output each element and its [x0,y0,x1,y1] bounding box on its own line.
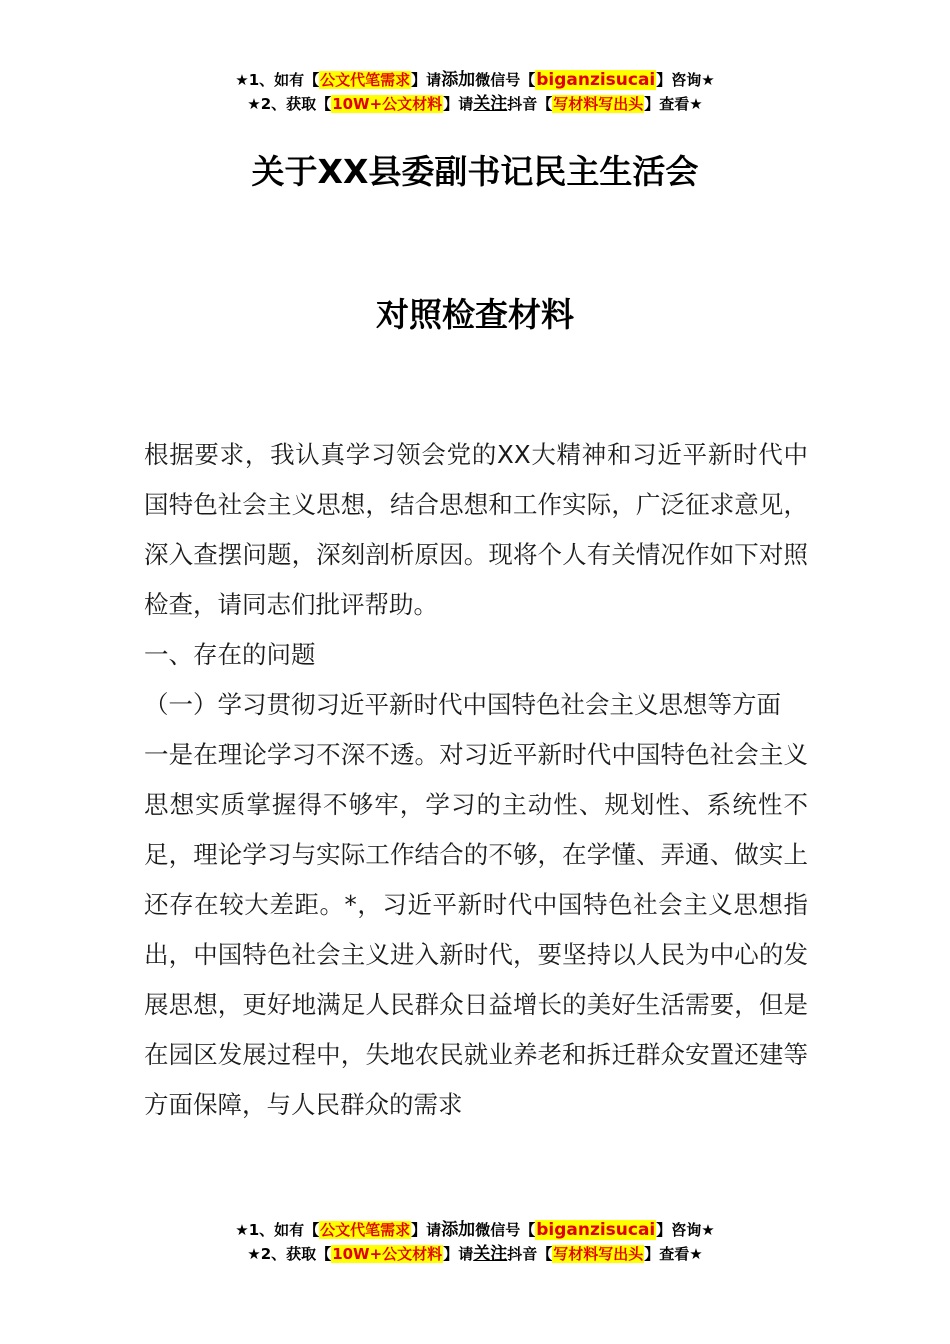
section-heading: 一、存在的问题 [144,640,316,669]
document-body [144,430,808,1130]
promo-line-1: ★1、如有【公文代笔需求】请添加微信号【biganzisucai】咨询★ [235,70,715,90]
promo-highlight: 公文代笔需求 [320,1221,411,1239]
wechat-id-highlight: biganzisucai [536,70,656,90]
promo-highlight: 公文代笔需求 [320,71,411,89]
douyin-id-highlight: 写材料写出头 [553,1245,644,1263]
promo-line-2: ★2、获取【10W+公文材料】请关注抖音【写材料写出头】查看★ [247,94,703,114]
promo-line-1: ★1、如有【公文代笔需求】请添加微信号【biganzisucai】咨询★ [235,1220,715,1240]
document-title-line-1: 关于XX县委副书记民主生活会 [251,152,699,191]
body-paragraph: 一是在理论学习不深不透。对习近平新时代中国特色社会主义思想实质掌握得不够牢，学习的主动性、规划性、系统性不足，理论学习与实际工作结合的不够，在学懂、弄通、做实上还存在较大差距。*，习近平新时代中国特色社会主义思想指出，中国特色社会主义进入新时代，要坚持以人民为中心的发展思想，更好地满足人民群众日益增长的美好生活需要，但是在园区发展过程中，失地农民就业养老和拆迁群众安置还建等方面保障，与人民群众的需求 [144,740,808,1119]
document-title-line-2: 对照检查材料 [376,295,574,334]
promo-line-2: ★2、获取【10W+公文材料】请关注抖音【写材料写出头】查看★ [247,1244,703,1264]
promo-highlight: 10W+公文材料 [332,1245,443,1263]
promo-highlight: 10W+公文材料 [332,95,443,113]
intro-paragraph: 根据要求，我认真学习领会党的XX大精神和习近平新时代中国特色社会主义思想，结合思想和工作实际，广泛征求意见，深入查摆问题，深刻剖析原因。现将个人有关情况作如下对照检查，请同志们批评帮助。 [144,440,808,619]
footer-promo-banner [0,1218,950,1266]
douyin-id-highlight: 写材料写出头 [553,95,644,113]
header-promo-banner [0,68,950,116]
wechat-id-highlight: biganzisucai [536,1220,656,1240]
subsection-heading: （一）学习贯彻习近平新时代中国特色社会主义思想等方面 [144,690,781,719]
